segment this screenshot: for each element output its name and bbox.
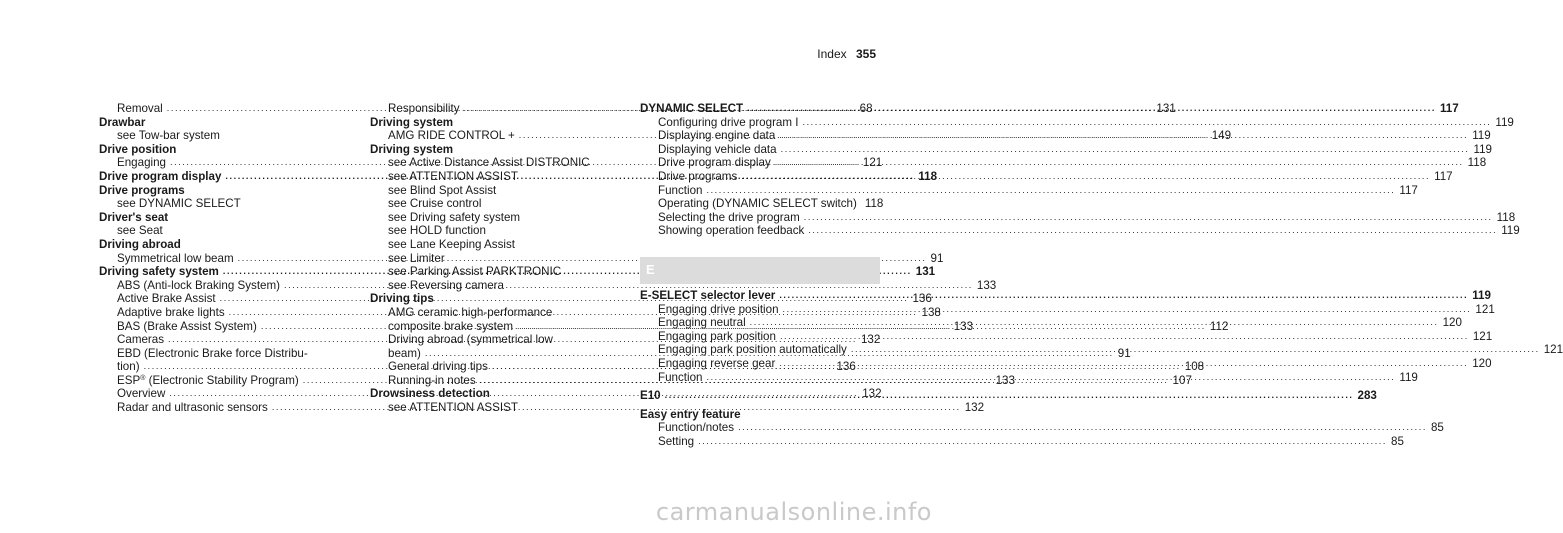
dot-leader bbox=[779, 357, 1468, 371]
entry-text bbox=[658, 156, 771, 170]
entry-text bbox=[388, 279, 504, 293]
entry-label: see Active Distance Assist DISTRONIC bbox=[388, 156, 590, 170]
index-heading bbox=[99, 238, 349, 252]
entry-text bbox=[117, 197, 241, 211]
entry-label: Overview bbox=[117, 387, 166, 401]
entry-text bbox=[388, 184, 496, 198]
index-subentry bbox=[370, 279, 620, 293]
index-subentry bbox=[99, 129, 349, 143]
dot-leader bbox=[779, 129, 1468, 143]
index-subentry bbox=[99, 347, 349, 361]
entry-label: Configuring drive program I bbox=[658, 115, 799, 129]
page-ref-link[interactable]: 132 bbox=[964, 401, 985, 415]
page-number: 355 bbox=[855, 47, 876, 61]
entry-label: AMG ceramic high-performance bbox=[388, 305, 553, 319]
dot-leader bbox=[665, 389, 1354, 403]
index-subentry bbox=[370, 252, 620, 266]
page-ref-link[interactable]: 283 bbox=[1357, 389, 1377, 403]
page-ref-link[interactable]: 117 bbox=[1434, 169, 1453, 183]
entry-label: see Cruise control bbox=[388, 197, 482, 211]
entry-text bbox=[388, 333, 553, 347]
entry-label: see ATTENTION ASSIST bbox=[388, 401, 518, 415]
index-subentry bbox=[640, 210, 1516, 225]
entry-label-cont: (Electronic Stability Program) bbox=[145, 373, 299, 387]
entry-text bbox=[640, 289, 775, 303]
page-ref-link[interactable]: 118 bbox=[918, 169, 938, 183]
entry-text bbox=[388, 401, 518, 415]
entry-label: Displaying engine data bbox=[658, 129, 776, 143]
page-ref-link[interactable]: 136 bbox=[912, 292, 932, 306]
dot-leader bbox=[747, 102, 1436, 116]
header-title: Index bbox=[817, 47, 847, 61]
page-ref-link[interactable]: 85 bbox=[1391, 434, 1404, 448]
entry-label: beam) bbox=[388, 346, 421, 360]
entry-text bbox=[117, 102, 163, 116]
entry-label: E-SELECT selector lever bbox=[640, 288, 776, 302]
page-ref-link[interactable]: 118 bbox=[1496, 210, 1516, 224]
index-heading bbox=[99, 143, 349, 157]
dot-leader bbox=[775, 156, 1464, 170]
dot-leader bbox=[808, 224, 1497, 238]
entry-label: Setting bbox=[658, 434, 695, 448]
index-subentry bbox=[370, 306, 620, 320]
entry-label: Engaging reverse gear bbox=[658, 356, 776, 370]
page-ref-link[interactable]: 133 bbox=[976, 278, 997, 292]
entry-label: Drowsiness detection bbox=[370, 387, 490, 401]
entry-label: ABS (Anti-lock Braking System) bbox=[117, 278, 281, 292]
entry-label: Operating (DYNAMIC SELECT switch) bbox=[658, 197, 857, 211]
page-ref-link[interactable]: 136 bbox=[836, 360, 856, 374]
entry-text bbox=[388, 129, 515, 143]
entry-text bbox=[117, 156, 166, 170]
index-heading bbox=[640, 389, 1377, 403]
entry-text bbox=[117, 292, 216, 306]
entry-text bbox=[117, 401, 268, 415]
entry-text bbox=[388, 320, 513, 334]
page-ref-link[interactable]: 149 bbox=[1211, 129, 1232, 143]
dot-leader bbox=[851, 343, 1540, 357]
entry-label: DYNAMIC SELECT bbox=[640, 102, 744, 115]
page-header bbox=[817, 47, 876, 61]
entry-text bbox=[658, 197, 857, 211]
entry-text bbox=[99, 184, 185, 198]
entry-label: Adaptive brake lights bbox=[117, 305, 225, 319]
entry-label: Drive programs bbox=[658, 169, 738, 183]
entry-text bbox=[117, 387, 165, 401]
page-ref-link[interactable]: 121 bbox=[1475, 302, 1495, 316]
entry-text bbox=[388, 197, 481, 211]
entry-label: see Driving safety system bbox=[388, 210, 521, 224]
entry-text bbox=[117, 224, 163, 238]
index-subentry bbox=[370, 184, 620, 198]
dot-leader bbox=[780, 330, 1469, 344]
entry-label: Function bbox=[658, 370, 703, 384]
page-ref-link[interactable]: 117 bbox=[1439, 102, 1459, 115]
entry-text bbox=[658, 170, 737, 184]
watermark: carmanualsonline.info bbox=[655, 498, 932, 526]
entry-label: see ATTENTION ASSIST bbox=[388, 169, 518, 183]
entry-label: Drive position bbox=[99, 142, 177, 156]
section-header-bar bbox=[640, 257, 880, 284]
entry-text bbox=[99, 265, 219, 279]
entry-text bbox=[117, 347, 308, 361]
entry-label: Drive program display bbox=[658, 156, 771, 170]
page-ref-link[interactable]: 118 bbox=[864, 197, 884, 211]
page-ref-link[interactable]: 107 bbox=[1172, 373, 1192, 387]
page-ref-link[interactable]: 119 bbox=[1501, 224, 1520, 238]
section-letter: E bbox=[646, 261, 655, 277]
entry-label: see HOLD function bbox=[388, 224, 486, 238]
entry-text bbox=[640, 408, 741, 422]
entry-label: ESP bbox=[117, 373, 141, 387]
page-ref-link[interactable]: 133 bbox=[995, 373, 1015, 387]
dot-leader bbox=[706, 371, 1395, 385]
entry-label: General driving tips bbox=[388, 360, 488, 374]
page-ref-link[interactable]: 120 bbox=[1442, 316, 1462, 330]
entry-label: Engaging bbox=[117, 156, 166, 170]
index-subentry bbox=[99, 224, 349, 238]
entry-label: E10 bbox=[640, 389, 661, 403]
entry-label: see Seat bbox=[117, 224, 163, 238]
entry-label: Removal bbox=[117, 102, 163, 115]
entry-label: Responsibility bbox=[388, 102, 460, 115]
index-heading bbox=[99, 184, 349, 198]
entry-text bbox=[117, 333, 164, 347]
page-ref-link[interactable]: 91 bbox=[930, 251, 944, 265]
entry-label: Driving system bbox=[370, 115, 454, 129]
entry-label: tion) bbox=[117, 360, 140, 374]
entry-text bbox=[370, 292, 434, 306]
entry-text bbox=[388, 211, 520, 225]
entry-label: Symmetrical low beam bbox=[117, 251, 234, 265]
entry-label: Driving safety system bbox=[99, 265, 219, 279]
entry-text bbox=[117, 374, 299, 388]
dot-leader bbox=[738, 421, 1427, 435]
entry-label: Function bbox=[658, 183, 703, 197]
dot-leader bbox=[698, 435, 1387, 449]
entry-label: BAS (Brake Assist System) bbox=[117, 319, 257, 333]
dot-leader bbox=[802, 116, 1491, 130]
page-ref-link[interactable]: 138 bbox=[921, 305, 941, 319]
entry-text bbox=[117, 129, 220, 143]
page-ref-link[interactable]: 133 bbox=[953, 319, 974, 333]
page-ref-link[interactable]: 121 bbox=[1543, 343, 1563, 357]
entry-text bbox=[388, 224, 486, 238]
index-subentry bbox=[640, 197, 884, 211]
entry-text bbox=[370, 143, 453, 157]
index-subentry bbox=[370, 401, 620, 415]
entry-text bbox=[658, 343, 847, 357]
entry-text bbox=[99, 116, 145, 130]
entry-label: AMG RIDE CONTROL + bbox=[388, 129, 515, 143]
index-heading bbox=[99, 211, 349, 225]
index-subentry bbox=[99, 197, 349, 211]
entry-label: Engaging park position bbox=[658, 329, 776, 343]
entry-label: Radar and ultrasonic sensors bbox=[117, 401, 268, 415]
dot-leader bbox=[781, 143, 1470, 157]
page-ref-link[interactable]: 132 bbox=[862, 387, 882, 401]
entry-label: Drawbar bbox=[99, 115, 146, 129]
entry-text bbox=[370, 116, 453, 130]
entry-text bbox=[117, 320, 257, 334]
page-ref-link[interactable]: 117 bbox=[1399, 183, 1418, 197]
page-ref-link[interactable]: 120 bbox=[1472, 356, 1492, 370]
entry-label: see Limiter bbox=[388, 251, 445, 265]
entry-label: EBD (Electronic Brake force Distribu- bbox=[117, 346, 308, 360]
dot-leader bbox=[804, 211, 1493, 225]
entry-text bbox=[658, 421, 734, 435]
entry-label: Driver's seat bbox=[99, 210, 169, 224]
entry-text bbox=[388, 306, 552, 320]
index-heading bbox=[99, 116, 349, 130]
entry-label: see Parking Assist PARKTRONIC bbox=[388, 265, 562, 279]
entry-label: Driving abroad bbox=[99, 237, 181, 251]
entry-text bbox=[99, 211, 168, 225]
entry-label: see Blind Spot Assist bbox=[388, 183, 497, 197]
entry-label: Easy entry feature bbox=[640, 407, 741, 421]
page-ref-link[interactable]: 119 bbox=[1472, 288, 1491, 302]
index-heading bbox=[370, 292, 620, 306]
entry-label: Showing operation feedback bbox=[658, 224, 805, 238]
index-heading bbox=[640, 408, 880, 422]
entry-text bbox=[640, 389, 661, 403]
entry-text bbox=[658, 143, 777, 157]
entry-label: Displaying vehicle data bbox=[658, 142, 777, 156]
entry-label: Drive programs bbox=[99, 183, 185, 197]
index-subentry bbox=[370, 197, 620, 211]
page-ref-link[interactable]: 118 bbox=[1467, 156, 1487, 170]
dot-leader bbox=[779, 289, 1468, 303]
entry-label: Driving tips bbox=[370, 292, 434, 306]
entry-text bbox=[658, 224, 804, 238]
dot-leader bbox=[706, 184, 1395, 198]
entry-text bbox=[388, 347, 421, 361]
entry-label: Function/notes bbox=[658, 421, 735, 435]
entry-text bbox=[99, 170, 221, 184]
entry-text bbox=[370, 387, 490, 401]
entry-text bbox=[658, 316, 746, 330]
page-ref-link[interactable]: 121 bbox=[1472, 329, 1493, 343]
page-ref-link[interactable]: 119 bbox=[1473, 142, 1492, 156]
page-ref-link[interactable]: 119 bbox=[1495, 115, 1514, 129]
entry-text bbox=[658, 129, 775, 143]
page-ref-link[interactable]: 91 bbox=[1117, 346, 1131, 360]
entry-label: Cameras bbox=[117, 333, 165, 347]
entry-text bbox=[388, 170, 518, 184]
page-ref-link[interactable]: 119 bbox=[1399, 370, 1418, 384]
entry-label: Engaging drive position bbox=[658, 302, 779, 316]
entry-text bbox=[388, 102, 460, 116]
index-subentry bbox=[640, 156, 1487, 170]
index-subentry bbox=[370, 333, 620, 347]
index-subentry bbox=[370, 170, 620, 184]
index-subentry bbox=[370, 238, 620, 252]
entry-label: Driving system bbox=[370, 142, 454, 156]
entry-text bbox=[117, 360, 140, 374]
entry-text bbox=[658, 303, 779, 317]
entry-text bbox=[640, 102, 743, 116]
entry-text bbox=[99, 238, 181, 252]
entry-text bbox=[388, 238, 515, 252]
entry-label: Driving abroad (symmetrical low bbox=[388, 333, 553, 347]
page-ref-link[interactable]: 68 bbox=[859, 102, 873, 115]
index-subentry bbox=[370, 211, 620, 225]
entry-text bbox=[388, 265, 561, 279]
entry-text bbox=[388, 252, 445, 266]
page-ref-link[interactable]: 132 bbox=[860, 333, 881, 347]
index-subentry bbox=[640, 421, 1444, 435]
dot-leader bbox=[783, 303, 1472, 317]
index-subentry bbox=[640, 224, 1520, 238]
page-ref-link[interactable]: 119 bbox=[1472, 129, 1491, 143]
registered-mark: ® bbox=[140, 374, 146, 382]
entry-text bbox=[117, 306, 225, 320]
entry-label: Active Brake Assist bbox=[117, 292, 216, 306]
entry-label: see Reversing camera bbox=[388, 278, 504, 292]
entry-label: Engaging neutral bbox=[658, 316, 746, 330]
index-subentry bbox=[640, 434, 1404, 449]
page-ref-link[interactable]: 131 bbox=[1156, 102, 1176, 115]
entry-label: Selecting the drive program bbox=[658, 210, 800, 224]
entry-text bbox=[658, 357, 775, 371]
entry-text bbox=[117, 252, 234, 266]
entry-label: see Tow-bar system bbox=[117, 129, 220, 143]
dot-leader bbox=[750, 316, 1439, 330]
entry-text bbox=[388, 156, 590, 170]
entry-text bbox=[658, 371, 702, 385]
entry-text bbox=[658, 435, 694, 449]
entry-label: Drive program display bbox=[99, 169, 222, 183]
index-subentry bbox=[370, 224, 620, 238]
index-subentry bbox=[640, 183, 1418, 198]
entry-label: see DYNAMIC SELECT bbox=[117, 197, 241, 211]
entry-label: composite brake system bbox=[388, 319, 514, 333]
page-ref-link[interactable]: 108 bbox=[1184, 360, 1205, 374]
entry-text bbox=[117, 279, 280, 293]
page-ref-link[interactable]: 121 bbox=[862, 156, 883, 170]
page-ref-link[interactable]: 131 bbox=[915, 265, 936, 279]
entry-text bbox=[99, 143, 176, 157]
index-subentry bbox=[640, 329, 1493, 344]
entry-label: Running-in notes bbox=[388, 373, 476, 387]
index-subentry bbox=[640, 115, 1514, 130]
index-heading bbox=[370, 387, 620, 401]
entry-text bbox=[658, 211, 800, 225]
index-subentry bbox=[640, 142, 1492, 157]
page-ref-link[interactable]: 85 bbox=[1430, 421, 1444, 435]
entry-text bbox=[658, 330, 776, 344]
entry-text bbox=[658, 184, 702, 198]
entry-label: Engaging park position automatically bbox=[658, 343, 847, 357]
index-heading bbox=[370, 143, 620, 157]
index-subentry bbox=[370, 265, 620, 279]
entry-label: see Lane Keeping Assist bbox=[388, 237, 515, 251]
index-subentry bbox=[370, 156, 620, 170]
entry-text bbox=[388, 374, 476, 388]
entry-text bbox=[658, 116, 798, 130]
entry-text bbox=[388, 360, 488, 374]
index-heading bbox=[370, 116, 620, 130]
page-ref-link[interactable]: 112 bbox=[1209, 319, 1229, 333]
dot-leader bbox=[741, 170, 1430, 184]
